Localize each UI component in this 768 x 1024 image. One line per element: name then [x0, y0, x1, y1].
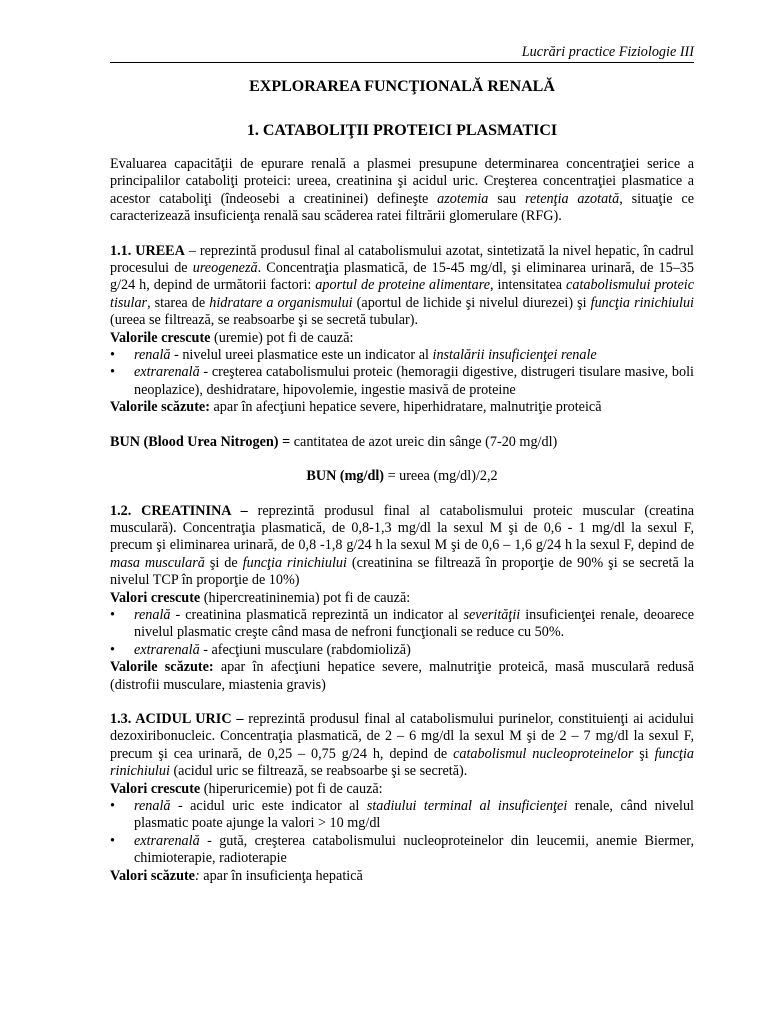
- creatinina-scazute-text: apar în afecţiuni hepatice severe, malnutriţie proteică, masă musculară redusă (distrofii musculare, miastenia gravis): [110, 659, 694, 693]
- creatinina-text: (creatinina se filtrează în proporţie de 90% şi se secretă la nivelul TCP în proporţie de 10%): [110, 554, 695, 589]
- cause-label: renală: [134, 347, 171, 364]
- cause-text: - creatinina plasmatică reprezintă un indicator al: [170, 606, 464, 623]
- bullet-icon: •: [110, 832, 115, 849]
- creatinina-heading: 1.2. CREATININA –: [110, 502, 248, 519]
- label-valori-crescute: Valorile crescute: [110, 329, 211, 346]
- ureea-text: (ureea se filtrează, se reabsoarbe şi se secretă tubular).: [110, 312, 419, 329]
- ureea-text: . Concentraţia plasmatică, de 15-45 mg/dl, şi eliminarea urinară, de 15–35 g/24 h, depind de următorii factori:: [110, 260, 694, 294]
- acid-scazute: [110, 868, 694, 885]
- ureea-scazute: [110, 399, 694, 416]
- list-item: [110, 798, 694, 833]
- acid-heading: 1.3. ACIDUL URIC –: [110, 710, 244, 727]
- cause-label: renală: [134, 798, 171, 814]
- acid-scazute-colon: :: [194, 867, 200, 884]
- document-body: [110, 156, 694, 885]
- term-azotemia: azotemia: [437, 190, 489, 207]
- term-functia-rinichiului: funcţia rinichiului: [590, 294, 694, 311]
- creatinina-paragraph: [110, 503, 694, 590]
- creatinina-crescute: [110, 590, 694, 607]
- acid-crescute: [110, 781, 694, 798]
- creatinina-text: şi de: [204, 554, 243, 571]
- ureea-crescute-text: (uremie) pot fi de cauză:: [210, 329, 354, 346]
- ureea-text: , intensitatea: [490, 277, 567, 294]
- cause-text: - afecţiuni musculare (rabdomioliză): [199, 641, 411, 658]
- term-functia-rinichiului: funcţia rinichiului: [110, 745, 695, 780]
- bun-formula: [110, 468, 694, 485]
- cause-text: - acidul uric este indicator al: [170, 798, 367, 814]
- bullet-icon: •: [110, 641, 115, 658]
- list-item: [110, 364, 694, 399]
- acid-scazute-text: apar în insuficienţa hepatică: [199, 867, 363, 884]
- cause-label: extrarenală: [134, 641, 200, 658]
- list-item: [110, 833, 694, 868]
- cause-text: - creşterea catabolismului proteic (hemoragii digestive, distrugeri tisulare masive, boli neoplazice), deshidratare, hipovolemie, ingestie masivă de proteine: [134, 364, 694, 398]
- intro-text: , situaţie ce caracterizează insuficienţa renală sau scăderea ratei filtrării glomerulare (RFG).: [110, 190, 695, 225]
- term-hidratare: hidratare a organismului: [209, 294, 353, 311]
- ureea-crescute: [110, 330, 694, 347]
- ureea-text: , starea de: [147, 294, 210, 311]
- ureea-paragraph: [110, 243, 694, 330]
- section-ureea: [110, 243, 694, 417]
- ureea-heading: 1.1. UREEA: [110, 242, 185, 259]
- creatinina-scazute: [110, 659, 694, 694]
- bullet-icon: •: [110, 347, 115, 364]
- bun-label: BUN (Blood Urea Nitrogen) =: [110, 433, 291, 450]
- ureea-scazute-text: apar în afecţiuni hepatice severe, hiperhidratare, malnutriţie proteică: [209, 399, 602, 416]
- bun-formula-label: BUN (mg/dl): [306, 468, 385, 485]
- bun-definition: [110, 434, 694, 451]
- acid-crescute-text: (hiperuricemie) pot fi de cauză:: [200, 780, 383, 797]
- cause-label: extrarenală: [134, 364, 200, 381]
- term-catabolism-nucleoproteine: catabolismul nucleoproteinelor: [453, 745, 634, 762]
- ureea-text: – reprezintă produsul final al catabolismului azotat, sintetizată la nivel hepatic, în cadrul procesului de: [110, 242, 694, 277]
- cause-text: insuficienţei renale, deoarece nivelul plasmatic creşte când masa de nefroni funcţionali se reduce cu 50%.: [134, 606, 694, 641]
- bullet-icon: •: [110, 606, 115, 623]
- ureea-text: (aportul de lichide şi nivelul diurezei) şi: [352, 294, 591, 311]
- cause-term: stadiului terminal al insuficienţei: [366, 798, 568, 814]
- term-retentia-azotata: retenţia azotată: [525, 190, 620, 207]
- term-aport-proteine: aportul de proteine alimentare: [315, 277, 490, 294]
- term-catabolism-tisular: catabolismului proteic tisular: [110, 277, 694, 311]
- cause-label: extrarenală: [134, 832, 200, 849]
- cause-label: renală: [134, 606, 171, 623]
- intro-text: sau: [488, 190, 525, 207]
- term-ureogeneza: ureogeneză: [192, 260, 258, 277]
- creatinina-cause-list: [110, 607, 694, 659]
- bullet-icon: •: [110, 798, 115, 814]
- bun-formula-text: = ureea (mg/dl)/2,2: [384, 468, 498, 485]
- label-valori-scazute: Valorile scăzute:: [110, 659, 214, 676]
- list-item: [110, 347, 694, 364]
- term-masa-musculara: masa musculară: [110, 554, 205, 571]
- acid-text: şi: [633, 745, 655, 762]
- section-acid-uric: [110, 711, 694, 885]
- page-title: EXPLORAREA FUNCŢIONALĂ RENALĂ: [249, 78, 555, 95]
- list-item: [110, 642, 694, 659]
- intro-text: Evaluarea capacităţii de epurare renală a plasmei presupune determinarea concentraţiei serice a principalilor cataboliţi proteici: ureea, creatinina şi acidul uric. Creşterea concentraţiei plasmatice a acestor cataboliţi (îndeosebi a creatininei) defineşte: [110, 156, 694, 207]
- cause-text: - nivelul ureei plasmatice este un indicator al: [170, 347, 433, 364]
- section-bun: [110, 434, 694, 486]
- creatinina-text: reprezintă produsul final al catabolismului proteic muscular (creatina musculară). Concentraţia plasmatică, de 0,8-1,3 mg/dl la sexul M şi de 0,6 - 1 mg/dl la sexul F, precum şi eliminarea urinară, de 0,8 -1,8 g/24 h la sexul M şi de 0,6 – 1,6 g/24 h la sexul F, depind de: [110, 502, 694, 554]
- ureea-cause-list: [110, 347, 694, 399]
- label-valori-scazute: Valorile scăzute:: [110, 399, 210, 416]
- bun-text: cantitatea de azot ureic din sânge (7-20 mg/dl): [290, 433, 558, 450]
- creatinina-crescute-text: (hipercreatininemia) pot fi de cauză:: [200, 589, 411, 606]
- cause-term: severităţii: [463, 606, 521, 623]
- acid-text: (acidul uric se filtrează, se reabsoarbe şi se secretă).: [169, 763, 468, 780]
- term-functia-rinichiului: funcţia rinichiului: [242, 554, 347, 571]
- cause-term: instalării insuficienţei renale: [432, 347, 597, 364]
- cause-text: - gută, creşterea catabolismului nucleoproteinelor din leucemii, anemie Biermer, chimioterapie, radioterapie: [134, 832, 694, 867]
- list-item: [110, 607, 694, 642]
- label-valori-crescute: Valori crescute: [110, 780, 201, 797]
- intro-paragraph: [110, 156, 694, 226]
- running-header: Lucrări practice Fiziologie III: [110, 44, 694, 63]
- bullet-icon: •: [110, 364, 115, 381]
- section-title: 1. CATABOLIŢII PROTEICI PLASMATICI: [246, 122, 558, 139]
- cause-text: renale, când nivelul plasmatic poate ajunge la valori > 10 mg/dl: [134, 798, 695, 832]
- section-creatinina: [110, 503, 694, 694]
- label-valori-scazute: Valori scăzute: [110, 867, 195, 884]
- label-valori-crescute: Valori crescute: [110, 589, 201, 606]
- acid-cause-list: [110, 798, 694, 868]
- acid-paragraph: [110, 711, 694, 781]
- acid-text: reprezintă produsul final al catabolismului purinelor, constituienţi ai acidului dezoxiribonucleic. Concentraţia plasmatică, de 2 – 6 mg/dl la sexul M şi de 2 – 7 mg/dl la sexul F, precum şi cea urinară, de 0,25 – 0,75 g/24 h, depind de: [110, 710, 694, 762]
